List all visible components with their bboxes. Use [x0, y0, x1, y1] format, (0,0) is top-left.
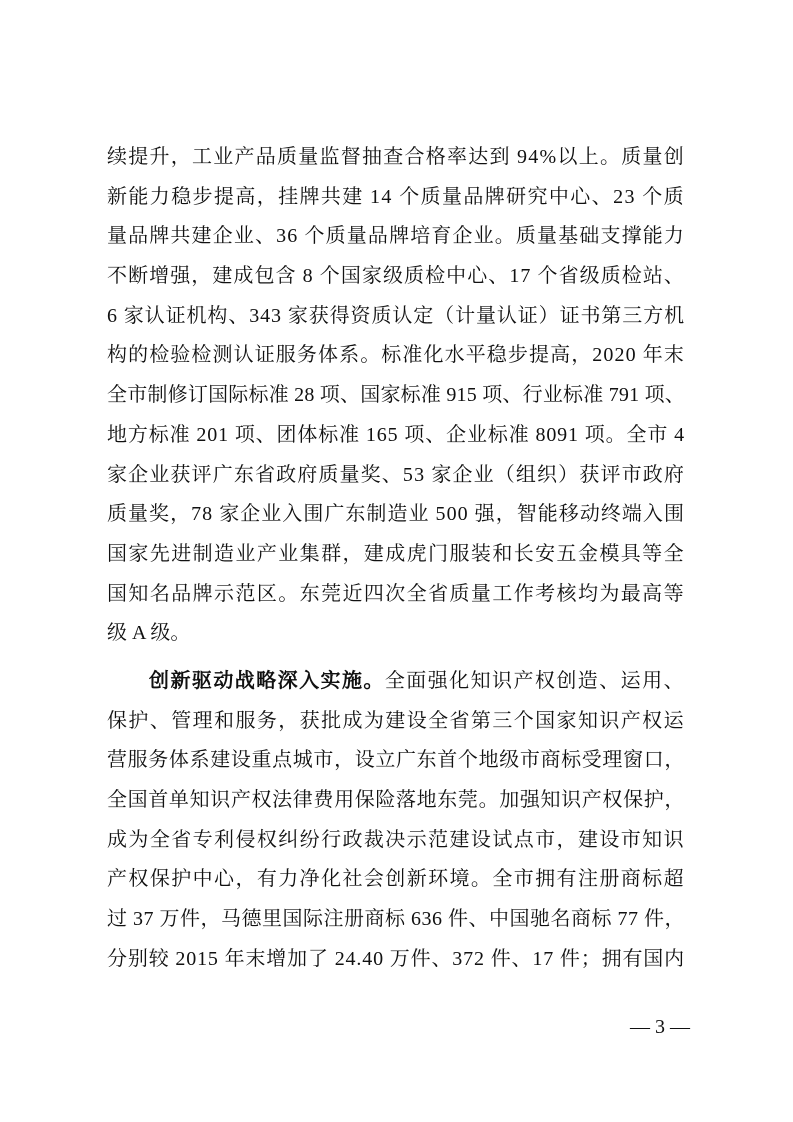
body-text-line: 产权保护中心，有力净化社会创新环境。全市拥有注册商标超	[107, 868, 685, 891]
paragraph-quality	[107, 138, 685, 654]
body-text-first-line	[107, 662, 685, 702]
body-text-line: 构的检验检测认证服务体系。标准化水平稳步提高，2020 年末	[107, 344, 685, 367]
first-line-text: 全面强化知识产权创造、运用、	[384, 669, 686, 692]
body-text-line-last: 级 A 级。	[107, 622, 191, 645]
body-text-line: 地方标准 201 项、团体标准 165 项、企业标准 8091 项。全市 4	[107, 423, 685, 446]
body-text-line: 质量奖，78 家企业入围广东制造业 500 强，智能移动终端入围	[107, 503, 685, 526]
body-text-line: 6 家认证机构、343 家获得资质认定（计量认证）证书第三方机	[107, 304, 685, 327]
paragraph-innovation	[107, 662, 685, 980]
body-text-line: 续提升，工业产品质量监督抽查合格率达到 94%以上。质量创	[107, 146, 685, 168]
body-text-line: 过 37 万件，马德里国际注册商标 636 件、中国驰名商标 77 件，	[107, 908, 685, 931]
body-text-line: 不断增强，建成包含 8 个国家级质检中心、17 个省级质检站、	[107, 265, 685, 288]
paragraph-heading: 创新驱动战略深入实施。	[149, 669, 385, 692]
page-number: — 3 —	[630, 1016, 690, 1038]
body-text-line: 全市制修订国际标准 28 项、国家标准 915 项、行业标准 791 项、	[107, 384, 685, 407]
body-text-line: 新能力稳步提高，挂牌共建 14 个质量品牌研究中心、23 个质	[107, 185, 685, 208]
body-text-line: 全国首单知识产权法律费用保险落地东莞。加强知识产权保护，	[107, 789, 685, 811]
body-text-line: 成为全省专利侵权纠纷行政裁决示范建设试点市，建设市知识	[107, 828, 685, 851]
body-text-line: 国知名品牌示范区。东莞近四次全省质量工作考核均为最高等	[107, 582, 685, 605]
body-text-line: 保护、管理和服务，获批成为建设全省第三个国家知识产权运	[107, 709, 685, 732]
body-text-line: 家企业获评广东省政府质量奖、53 家企业（组织）获评市政府	[107, 463, 685, 486]
body-text-line: 分别较 2015 年末增加了 24.40 万件、372 件、17 件；拥有国内	[107, 947, 685, 970]
body-text-line: 营服务体系建设重点城市，设立广东首个地级市商标受理窗口，	[107, 749, 685, 772]
body-text-line: 国家先进制造业产业集群，建成虎门服装和长安五金模具等全	[107, 542, 685, 565]
body-text	[107, 138, 685, 979]
body-text-line: 量品牌共建企业、36 个质量品牌培育企业。质量基础支撑能力	[107, 225, 685, 248]
